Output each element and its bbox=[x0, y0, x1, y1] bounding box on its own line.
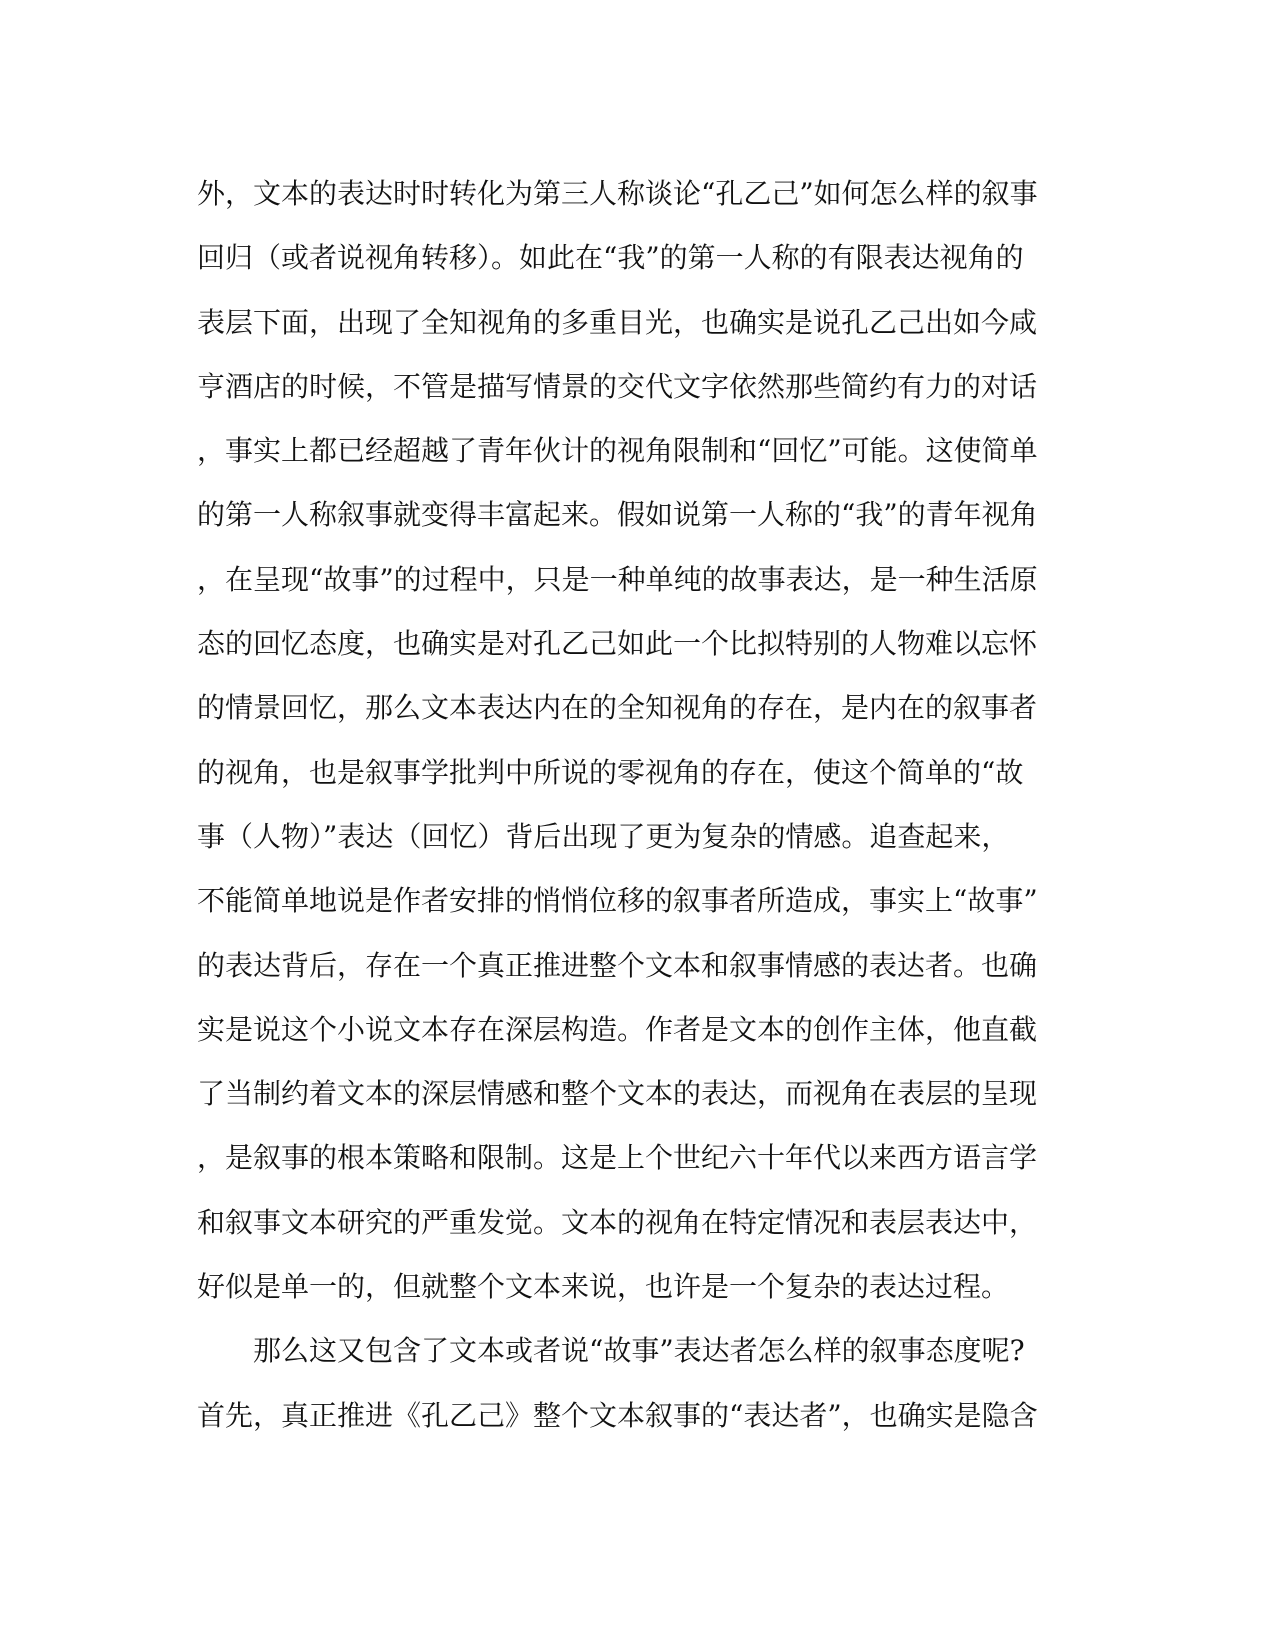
body-text bbox=[197, 162, 1077, 1448]
text-line: 态的回忆态度，也确实是对孔乙己如此一个比拟特别的人物难以忘怀 bbox=[197, 627, 1038, 661]
text-line: 表层下面，出现了全知视角的多重目光，也确实是说孔乙己出如今咸 bbox=[197, 305, 1038, 339]
text-line: 的表达背后，存在一个真正推进整个文本和叙事情感的表达者。也确 bbox=[197, 948, 1038, 982]
text-line: 不能简单地说是作者安排的悄悄位移的叙事者所造成，事实上“故事” bbox=[197, 884, 1038, 918]
text-line: 事（人物）”表达（回忆）背后出现了更为复杂的情感。追查起来， bbox=[197, 819, 1010, 853]
text-line: 首先，真正推进《孔乙己》整个文本叙事的“表达者”，也确实是隐含 bbox=[197, 1398, 1038, 1432]
text-line: 了当制约着文本的深层情感和整个文本的表达，而视角在表层的呈现 bbox=[197, 1077, 1038, 1111]
text-line: 的第一人称叙事就变得丰富起来。假如说第一人称的“我”的青年视角 bbox=[197, 498, 1038, 532]
text-line: 实是说这个小说文本存在深层构造。作者是文本的创作主体，他直截 bbox=[197, 1012, 1038, 1046]
paragraph-first-line: 那么这又包含了文本或者说“故事”表达者怎么样的叙事态度呢? bbox=[253, 1334, 1025, 1368]
text-line: 好似是单一的，但就整个文本来说，也许是一个复杂的表达过程。 bbox=[197, 1270, 1010, 1304]
text-line: 的情景回忆，那么文本表达内在的全知视角的存在，是内在的叙事者 bbox=[197, 691, 1038, 725]
text-line: ，事实上都已经超越了青年伙计的视角限制和“回忆”可能。这使简单 bbox=[197, 434, 1038, 468]
text-line: 的视角，也是叙事学批判中所说的零视角的存在，使这个简单的“故 bbox=[197, 755, 1024, 789]
text-line: 亨酒店的时候，不管是描写情景的交代文字依然那些简约有力的对话 bbox=[197, 369, 1038, 403]
text-line: ，是叙事的根本策略和限制。这是上个世纪六十年代以来西方语言学 bbox=[197, 1141, 1038, 1175]
text-line: ，在呈现“故事”的过程中，只是一种单纯的故事表达，是一种生活原 bbox=[197, 562, 1038, 596]
text-line: 外，文本的表达时时转化为第三人称谈论“孔乙己”如何怎么样的叙事 bbox=[197, 177, 1038, 210]
text-line: 和叙事文本研究的严重发觉。文本的视角在特定情况和表层表达中， bbox=[197, 1205, 1038, 1239]
text-line: 回归（或者说视角转移）。如此在“我”的第一人称的有限表达视角的 bbox=[197, 241, 1024, 275]
